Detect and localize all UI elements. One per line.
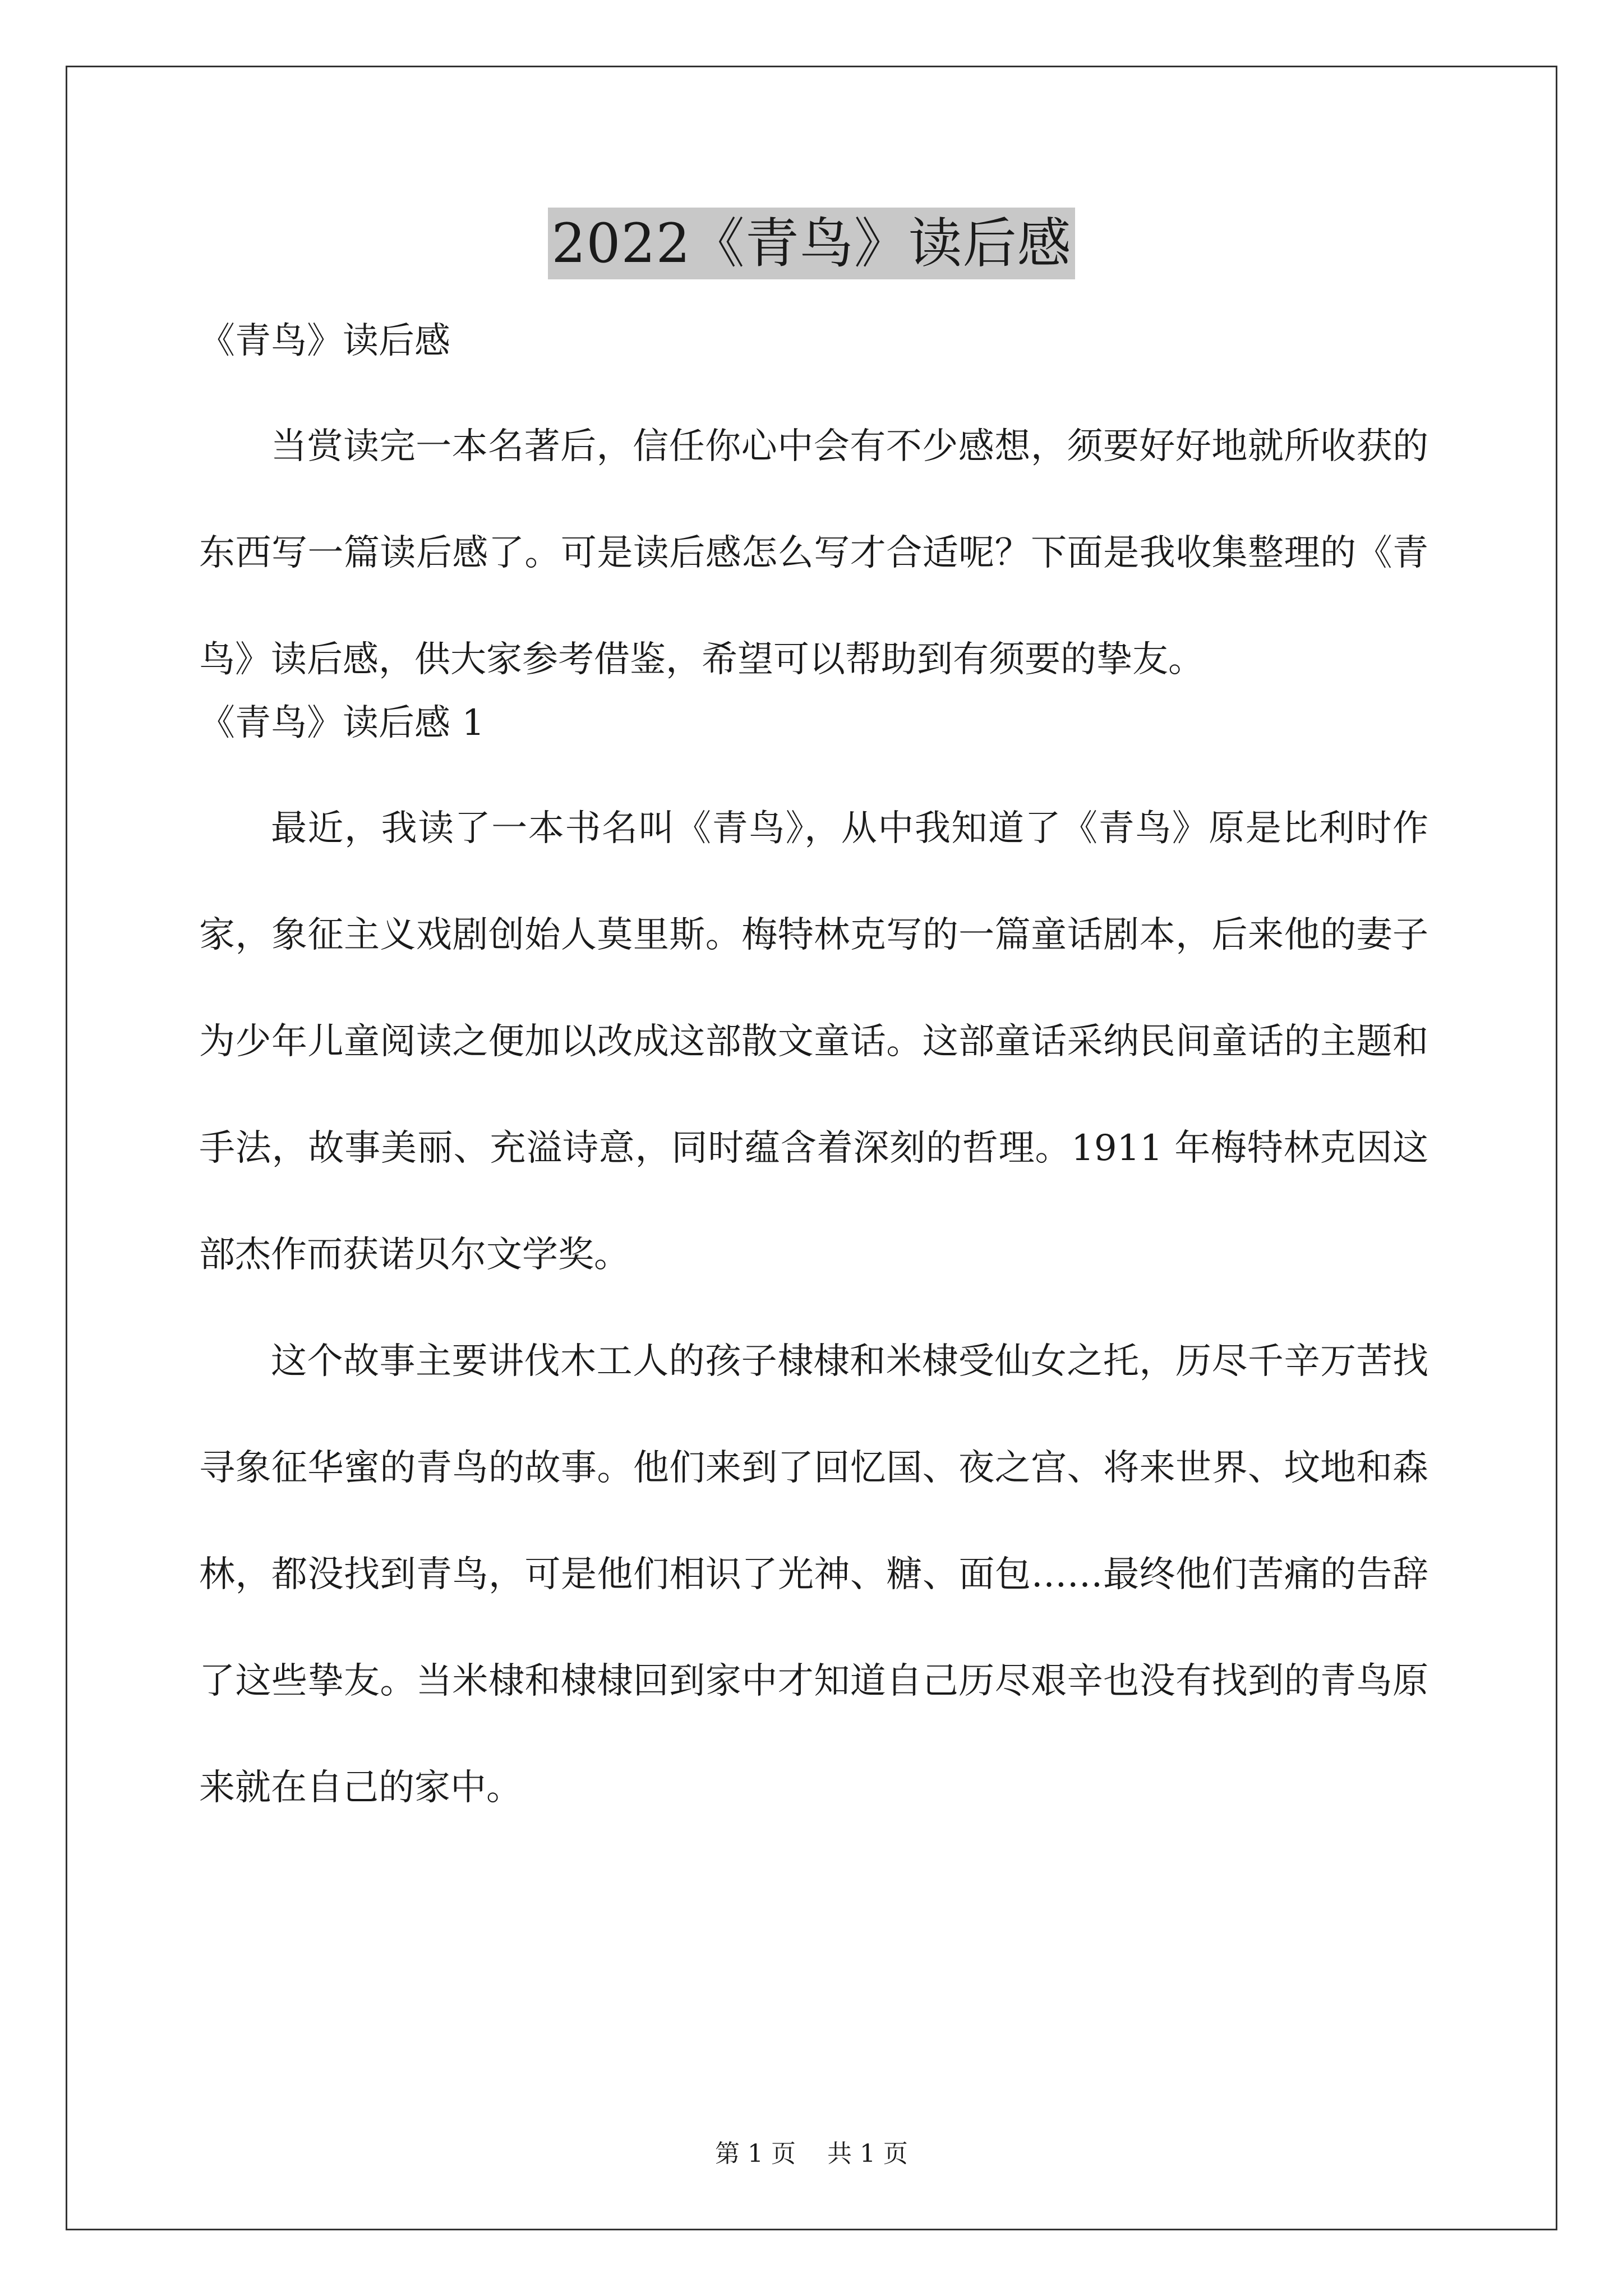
section-heading: 《青鸟》读后感 1 (199, 702, 485, 744)
document-body (199, 314, 1428, 1841)
intro-paragraph: 当赏读完一本名著后，信任你心中会有不少感想，须要好好地就所收获的东西写一篇读后感了。可是读后感怎么写才合适呢？下面是我收集整理的《青鸟》读后感，供大家参考借鉴，希望可以帮助到有须要的挚友。 (199, 426, 1428, 680)
document-title: 2022《青鸟》读后感 (548, 208, 1075, 279)
page-footer: 第 1 页 共 1 页 (715, 2139, 908, 2168)
body-paragraph-1: 最近，我读了一本书名叫《青鸟》，从中我知道了《青鸟》原是比利时作家，象征主义戏剧创始人莫里斯。梅特林克写的一篇童话剧本，后来他的妻子为少年儿童阅读之便加以改成这部散文童话。这部童话采纳民间童话的主题和手法，故事美丽、充溢诗意，同时蕴含着深刻的哲理。1911 年梅特林克因这部杰作而获诺贝尔文学奖。 (199, 808, 1428, 1276)
body-paragraph-2: 这个故事主要讲伐木工人的孩子棣棣和米棣受仙女之托，历尽千辛万苦找寻象征华蜜的青鸟的故事。他们来到了回忆国、夜之宫、将来世界、坟地和森林，都没找到青鸟，可是他们相识了光神、糖、面包……最终他们苦痛的告辞了这些挚友。当米棣和棣棣回到家中才知道自己历尽艰辛也没有找到的青鸟原来就在自己的家中。 (199, 1341, 1428, 1809)
title-container (0, 208, 1623, 279)
intro-heading: 《青鸟》读后感 (199, 320, 450, 362)
